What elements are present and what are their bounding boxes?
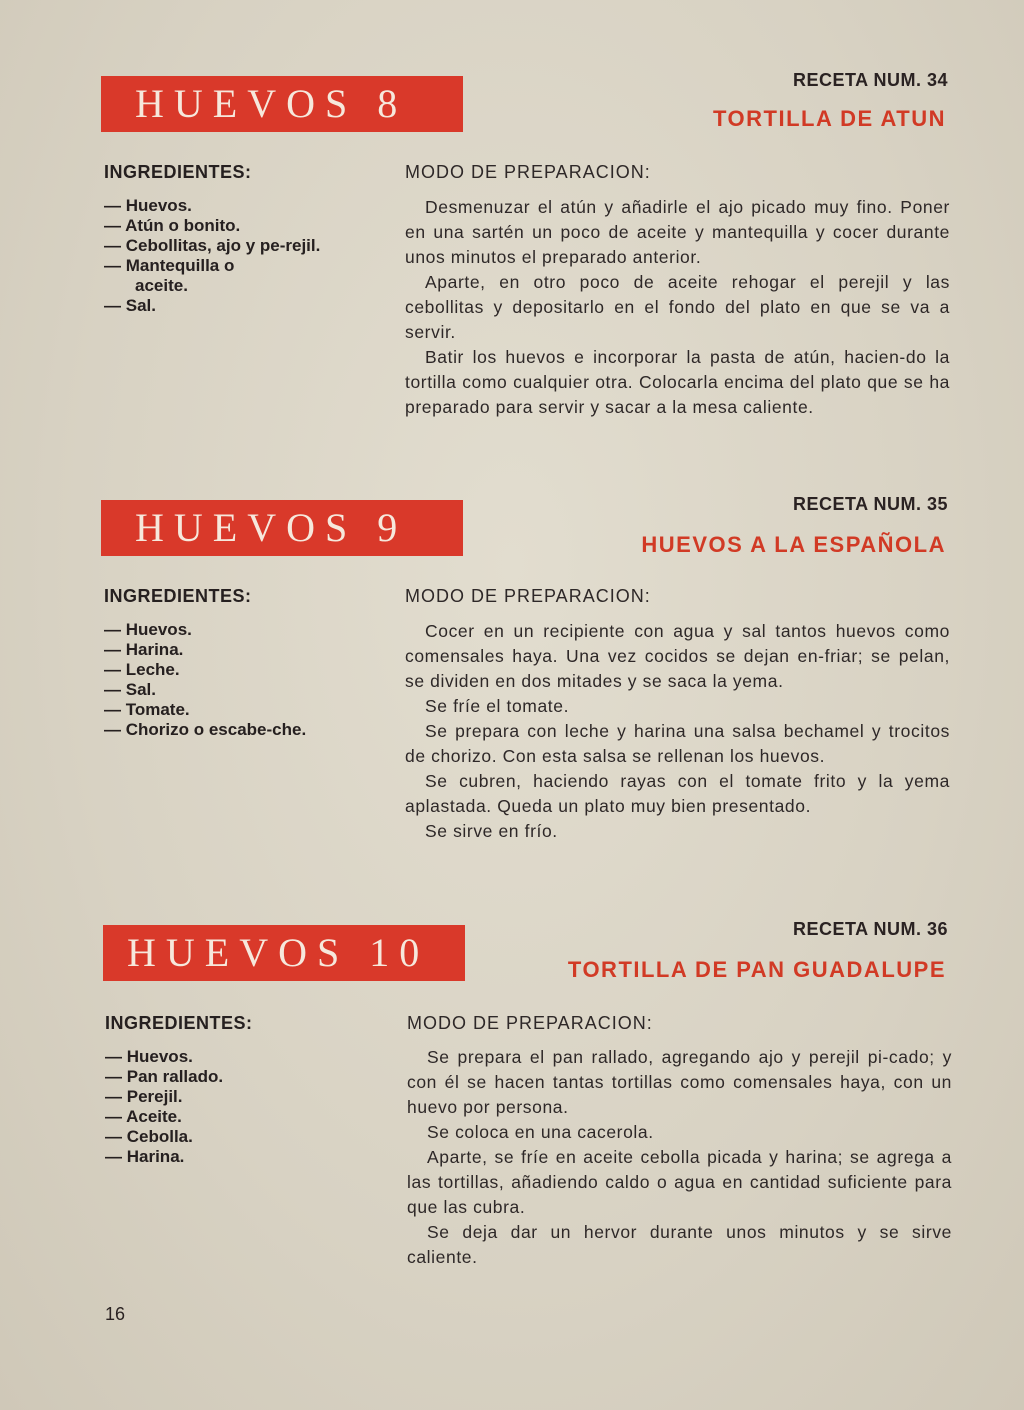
ingredient-item: — Leche. (104, 660, 334, 680)
recipe-section (0, 494, 1024, 920)
ingredients-list (104, 196, 334, 316)
ingredient-item: — Tomate. (104, 700, 334, 720)
ingredient-item: — Sal. (104, 296, 334, 316)
preparation-text (407, 1045, 952, 1270)
recipe-title: TORTILLA DE ATUN (713, 106, 946, 131)
ingredient-item: — Huevos. (105, 1047, 335, 1067)
recipe-title: TORTILLA DE PAN GUADALUPE (567, 957, 946, 982)
ingredient-item: — Cebolla. (105, 1127, 335, 1147)
ingredient-item: — Aceite. (105, 1107, 335, 1127)
preparation-paragraph: Se coloca en una cacerola. (427, 1122, 654, 1142)
recipe-section (0, 919, 1024, 1345)
preparation-paragraph: Se cubren, haciendo rayas con el tomate frito y la yema aplastada. Queda un plato muy bien presentado. (405, 771, 950, 816)
preparation-heading: MODO DE PREPARACION: (405, 162, 651, 182)
preparation-text (405, 195, 950, 420)
preparation-paragraph: Se prepara el pan rallado, agregando ajo y perejil pi-cado; y con él se hacen tantas tortillas como comensales haya, con un huevo por persona. (407, 1047, 952, 1117)
ingredient-item: — Perejil. (105, 1087, 335, 1107)
ingredients-list (105, 1047, 335, 1167)
section-banner: HUEVOS 8 (101, 76, 463, 132)
ingredients-heading: INGREDIENTES: (105, 1013, 253, 1033)
preparation-paragraph: Se deja dar un hervor durante unos minutos y se sirve caliente. (407, 1222, 952, 1267)
ingredients-heading: INGREDIENTES: (104, 162, 252, 182)
page-number: 16 (105, 1304, 126, 1324)
recipe-title: HUEVOS A LA ESPAÑOLA (641, 532, 946, 557)
ingredient-item: — Mantequilla o aceite. (104, 256, 285, 296)
preparation-heading: MODO DE PREPARACION: (405, 586, 651, 606)
preparation-paragraph: Se fríe el tomate. (425, 696, 570, 716)
ingredient-item: — Atún o bonito. (104, 216, 334, 236)
recipe-number: RECETA NUM. 35 (792, 494, 948, 514)
preparation-paragraph: Batir los huevos e incorporar la pasta de atún, hacien-do la tortilla como cualquier otra. Colocarla encima del plato que se ha preparado para servir y sacar a la mesa caliente. (405, 347, 950, 417)
ingredient-item: — Cebollitas, ajo y pe-rejil. (104, 236, 325, 256)
preparation-paragraph: Se prepara con leche y harina una salsa bechamel y trocitos de chorizo. Con esta salsa se rellenan los huevos. (405, 721, 950, 766)
ingredient-item: — Huevos. (104, 620, 334, 640)
section-banner: HUEVOS 10 (103, 925, 465, 981)
preparation-paragraph: Se sirve en frío. (425, 821, 558, 841)
ingredient-item: — Harina. (104, 640, 334, 660)
preparation-paragraph: Cocer en un recipiente con agua y sal tantos huevos como comensales haya. Una vez cocidos se dejan en-friar; se pelan, se dividen en dos mitades y se saca la yema. (405, 621, 950, 691)
ingredient-item: — Pan rallado. (105, 1067, 335, 1087)
preparation-paragraph: Desmenuzar el atún y añadirle el ajo picado muy fino. Poner en una sartén un poco de aceite y mantequilla y cocer durante unos minutos el preparado anterior. (405, 197, 950, 267)
ingredient-item: — Harina. (105, 1147, 335, 1167)
recipe-number: RECETA NUM. 36 (792, 919, 948, 939)
ingredient-item: — Huevos. (104, 196, 334, 216)
ingredients-list (104, 620, 334, 740)
preparation-text (405, 619, 950, 844)
ingredient-item: — Chorizo o escabe-che. (104, 720, 335, 740)
ingredients-heading: INGREDIENTES: (104, 586, 252, 606)
ingredient-item: — Sal. (104, 680, 334, 700)
section-banner: HUEVOS 9 (101, 500, 463, 556)
preparation-heading: MODO DE PREPARACION: (407, 1013, 653, 1033)
recipe-number: RECETA NUM. 34 (792, 70, 948, 90)
recipe-section (0, 70, 1024, 496)
preparation-paragraph: Aparte, se fríe en aceite cebolla picada y harina; se agrega a las tortillas, añadiendo caldo o agua en cantidad suficiente para que las cubra. (407, 1147, 952, 1217)
preparation-paragraph: Aparte, en otro poco de aceite rehogar el perejil y las cebollitas y depositarlo en el fondo del plato en que se va a servir. (405, 272, 950, 342)
